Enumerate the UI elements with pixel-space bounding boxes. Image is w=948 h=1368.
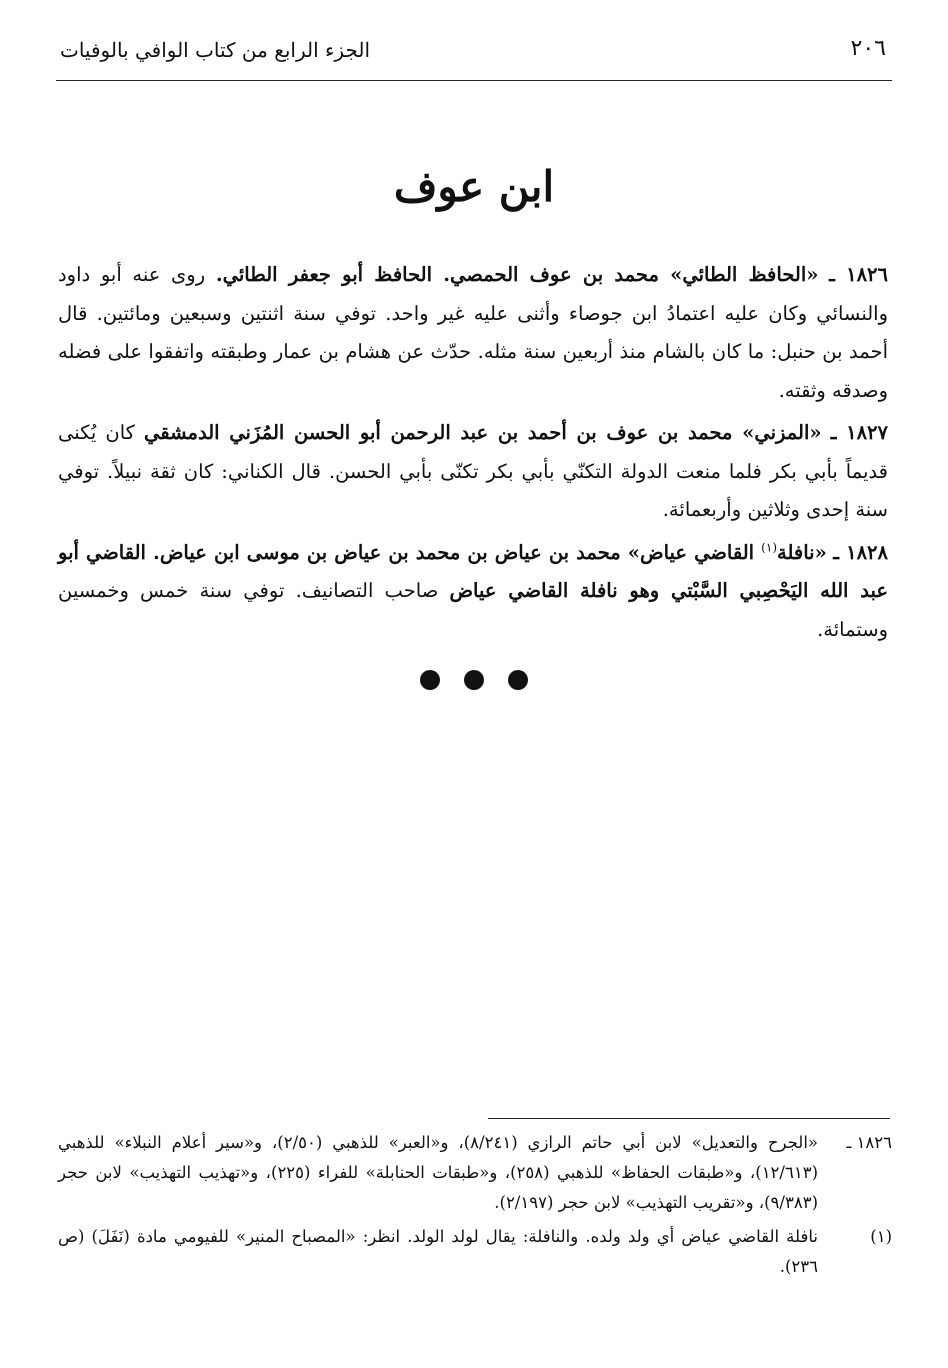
footnote-1826 (58, 1128, 892, 1218)
entry-heading-continued: القاضي عياض» محمد بن عياض بن محمد بن عياض بن موسى ابن عياض. القاضي أبو عبد الله اليَحْصِبي السَّبْتي وهو نافلة القاضي عياض (58, 540, 888, 602)
section-divider (0, 670, 948, 690)
entry-1826 (58, 256, 888, 410)
footnote-text: نافلة القاضي عياض أي ولد ولده. والنافلة: يقال لولد الولد. انظر: «المصباح المنير» للفيومي مادة (نَفَلَ) (ص ٢٣٦). (58, 1227, 818, 1276)
entry-number: ١٨٢٨ ـ (833, 540, 888, 564)
entry-1828 (58, 534, 888, 650)
footnote-label: (١) (870, 1227, 892, 1246)
entry-number: ١٨٢٦ ـ (829, 263, 888, 286)
divider-dot (464, 670, 484, 690)
footnote-1 (58, 1222, 892, 1282)
footnote-label: ١٨٢٦ ـ (846, 1133, 892, 1152)
chapter-title: ابن عوف (393, 162, 555, 211)
entry-number: ١٨٢٧ ـ (830, 421, 888, 444)
entry-text: صاحب التصانيف. توفي سنة خمس وخمسين وستمائة. (58, 579, 888, 641)
footnote-text: «الجرح والتعديل» لابن أبي حاتم الرازي (٨/٢٤١)، و«العبر» للذهبي (٢/٥٠)، و«سير أعلام النبلاء» للذهبي (١٢/٦١٣)، و«طبقات الحفاظ» للذهبي (٢٥٨)، و«طبقات الحنابلة» للفراء (٢٢٥)، و«تهذيب التهذيب» لابن حجر (٩/٣٨٣)، و«تقريب التهذيب» لابن حجر (٢/١٩٧). (58, 1133, 818, 1212)
entry-heading: «المزني» محمد بن عوف بن أحمد بن عبد الرحمن أبو الحسن المُزَني الدمشقي (144, 421, 822, 444)
page-header (56, 36, 892, 81)
footnote-separator (488, 1118, 890, 1119)
footnotes (58, 1128, 892, 1286)
entry-1827 (58, 414, 888, 530)
entry-text: كان يُكنى قديماً بأبي بكر فلما منعت الدولة التكنّي بأبي بكر تكنّى بأبي الحسن. قال الكناني: كان ثقة نبيلاً. توفي سنة إحدى وثلاثين وأربعمائة. (58, 421, 888, 521)
entry-heading: «نافلة (777, 540, 827, 564)
running-title: الجزء الرابع من كتاب الوافي بالوفيات (60, 38, 371, 62)
page-number: ٢٠٦ (850, 36, 886, 61)
entry-heading: «الحافظ الطائي» محمد بن عوف الحمصي. الحافظ أبو جعفر الطائي. (215, 263, 819, 286)
entry-text: روى عنه أبو داود والنسائي وكان عليه اعتمادُ ابن جوصاء وأثنى عليه غير واحد. توفي سنة اثنتين وسبعين ومائتين. قال أحمد بن حنبل: ما كان بالشام منذ أربعين سنة مثله. حدّث عن هشام بن عمار وطبقته واتفقوا على فضله وصدقه وثقته. (58, 263, 888, 402)
footnote-reference[interactable]: (١) (761, 540, 777, 554)
main-text (58, 256, 888, 653)
divider-dot (508, 670, 528, 690)
divider-dot (420, 670, 440, 690)
